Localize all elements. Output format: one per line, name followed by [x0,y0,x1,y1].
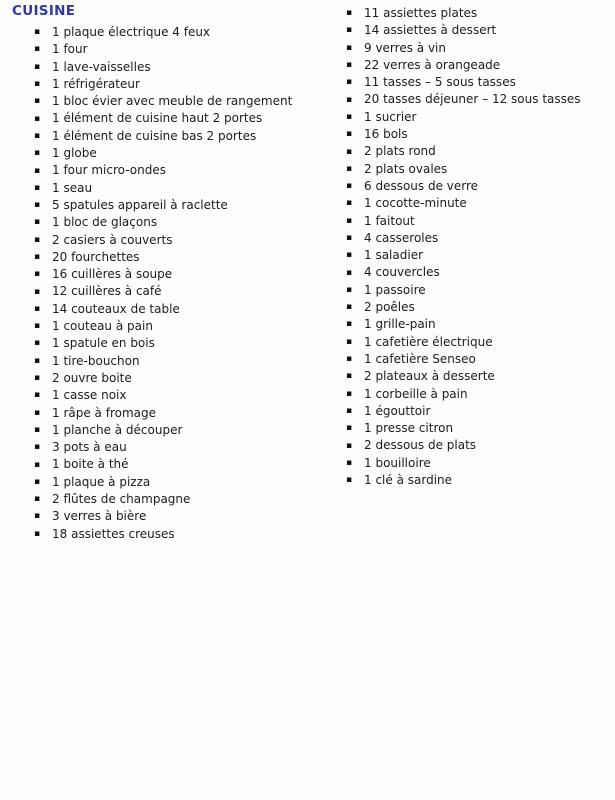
list-item-label: 1 sucrier [364,109,417,124]
list-item-label: 1 lave-vaisselles [52,59,151,74]
bullet-icon: ▪ [346,405,353,416]
list-item [346,472,581,489]
list-item-label: 1 grille-pain [364,317,436,332]
list-item-label: 1 plaque à pizza [52,474,151,489]
bullet-icon: ▪ [346,284,353,295]
list-item-label: 1 four [52,42,88,57]
list-item [346,230,581,247]
list-item-label: 4 couvercles [364,265,440,280]
list-item [346,5,581,22]
list-item-label: 2 dessous de plats [364,438,477,453]
list-item-label: 3 verres à bière [52,509,147,524]
list-item [34,180,292,197]
list-item [346,264,581,281]
list-item-label: 1 casse noix [52,388,127,403]
bullet-icon: ▪ [346,388,353,399]
list-item-label: 1 tire-bouchon [52,353,140,368]
list-item [346,213,581,230]
list-item [34,318,292,335]
bullet-icon: ▪ [34,269,41,280]
list-item-label: 1 presse citron [364,421,454,436]
bullet-icon: ▪ [34,373,41,384]
bullet-icon: ▪ [346,25,353,36]
list-item [346,282,581,299]
list-item-label: 2 poêles [364,300,415,315]
bullet-icon: ▪ [346,181,353,192]
list-item [34,128,292,145]
list-item [346,351,581,368]
bullet-icon: ▪ [346,94,353,105]
list-item [346,22,581,39]
list-item [34,266,292,283]
list-item [346,386,581,403]
list-item [346,178,581,195]
list-item [34,387,292,404]
bullet-icon: ▪ [346,423,353,434]
list-item-label: 1 élément de cuisine haut 2 portes [52,111,263,126]
bullet-icon: ▪ [346,233,353,243]
bullet-icon: ▪ [34,424,41,435]
bullet-icon: ▪ [34,130,41,141]
list-item [34,93,292,110]
list-item-label: 20 fourchettes [52,249,140,264]
bullet-icon: ▪ [34,217,41,228]
list-item [346,57,581,74]
list-item [34,508,292,525]
bullet-icon: ▪ [346,42,353,53]
bullet-icon: ▪ [34,321,41,332]
list-item-label: 2 casiers à couverts [52,232,173,247]
list-item [34,110,292,127]
bullet-icon: ▪ [346,319,353,330]
bullet-icon: ▪ [346,440,353,451]
list-item [34,422,292,439]
list-item-label: 1 clé à sardine [364,473,453,488]
list-item [34,76,292,93]
bullet-icon: ▪ [34,200,41,211]
list-item-label: 1 plaque électrique 4 feux [52,25,211,39]
list-item-label: 22 verres à orangeade [364,57,501,72]
list-item [346,74,581,91]
bullet-icon: ▪ [34,459,41,470]
bullet-icon: ▪ [34,61,41,72]
list-item [346,299,581,316]
bullet-icon: ▪ [346,215,353,226]
list-item-label: 2 plats ovales [364,161,448,176]
bullet-icon: ▪ [34,96,41,107]
bullet-icon: ▪ [34,407,41,418]
bullet-icon: ▪ [346,146,353,157]
list-item-label: 1 seau [52,180,93,195]
bullet-icon: ▪ [346,336,353,347]
list-item-label: 2 flûtes de champagne [52,492,191,507]
list-item [34,145,292,162]
list-item [346,91,581,108]
list-item [346,368,581,385]
list-item-label: 14 assiettes à dessert [364,23,497,38]
bullet-icon: ▪ [346,475,353,486]
bullet-icon: ▪ [346,163,353,174]
list-item-label: 1 spatule en bois [52,336,155,351]
list-item [346,420,581,437]
bullet-icon: ▪ [346,198,353,209]
bullet-icon: ▪ [34,494,41,505]
list-item [34,249,292,266]
bullet-icon: ▪ [346,111,353,122]
list-item-label: 11 assiettes plates [364,6,478,20]
list-item-label: 1 élément de cuisine bas 2 portes [52,128,257,143]
list-item-label: 16 bols [364,127,408,142]
list-item [346,247,581,264]
list-item [346,143,581,160]
list-item-label: 1 corbeille à pain [364,386,468,401]
bullet-icon: ▪ [34,113,41,124]
page-title: CUISINE [12,3,76,19]
inventory-list-right-column [346,5,581,489]
list-item-label: 5 spatules appareil à raclette [52,197,228,212]
list-item-label: 1 égouttoir [364,403,431,418]
list-item [34,439,292,456]
list-item-label: 3 pots à eau [52,440,127,455]
list-item-label: 4 casseroles [364,230,439,245]
list-item-label: 2 plateaux à desserte [364,369,495,384]
list-item [346,403,581,420]
bullet-icon: ▪ [34,252,41,262]
list-item [34,474,292,491]
list-item [346,334,581,351]
list-item-label: 12 cuillères à café [52,284,162,299]
list-item [34,232,292,249]
list-item-label: 14 couteaux de table [52,301,180,316]
list-item-label: 1 cafetière électrique [364,334,493,349]
list-item [346,126,581,143]
list-item [34,353,292,370]
list-item-label: 1 réfrigérateur [52,76,140,91]
list-item [34,59,292,76]
list-item [34,41,292,58]
bullet-icon: ▪ [34,79,41,90]
bullet-icon: ▪ [346,77,353,88]
bullet-icon: ▪ [34,303,41,314]
bullet-icon: ▪ [34,511,41,522]
list-item [34,526,292,543]
list-item-label: 1 râpe à fromage [52,405,156,420]
inventory-list-left-column [34,24,292,543]
list-item [34,405,292,422]
bullet-icon: ▪ [34,338,41,349]
list-item [346,195,581,212]
list-item-label: 1 planche à découper [52,422,183,437]
list-item-label: 1 saladier [364,248,424,263]
bullet-icon: ▪ [346,60,353,71]
bullet-icon: ▪ [346,267,353,278]
bullet-icon: ▪ [34,442,41,453]
bullet-icon: ▪ [34,182,41,193]
bullet-icon: ▪ [34,27,41,38]
list-item [34,456,292,473]
list-item [34,24,292,41]
bullet-icon: ▪ [34,286,41,297]
list-item-label: 1 cocotte-minute [364,196,467,211]
list-item-label: 1 bloc évier avec meuble de rangement [52,94,293,109]
list-item-label: 1 bouilloire [364,455,431,470]
list-item-label: 1 faitout [364,213,415,228]
bullet-icon: ▪ [34,44,41,55]
list-item-label: 1 bloc de glaçons [52,215,158,230]
list-item [346,40,581,57]
list-item-label: 18 assiettes creuses [52,526,175,541]
list-item [346,437,581,454]
bullet-icon: ▪ [34,148,41,159]
bullet-icon: ▪ [346,457,353,468]
list-item [346,316,581,333]
bullet-icon: ▪ [34,390,41,401]
list-item-label: 6 dessous de verre [364,178,479,193]
list-item-label: 2 plats rond [364,144,436,159]
bullet-icon: ▪ [34,165,41,176]
list-item [34,283,292,300]
list-item [34,301,292,318]
bullet-icon: ▪ [34,476,41,487]
bullet-icon: ▪ [346,8,353,19]
bullet-icon: ▪ [346,302,353,313]
list-item-label: 9 verres à vin [364,40,446,55]
bullet-icon: ▪ [34,528,41,539]
list-item-label: 1 four micro-ondes [52,163,166,178]
bullet-icon: ▪ [34,234,41,245]
list-item-label: 16 cuillères à soupe [52,267,173,282]
bullet-icon: ▪ [346,371,353,382]
bullet-icon: ▪ [34,355,41,366]
bullet-icon: ▪ [346,129,353,140]
list-item [346,109,581,126]
list-item-label: 1 cafetière Senseo [364,351,476,366]
bullet-icon: ▪ [346,250,353,261]
list-item-label: 20 tasses déjeuner – 12 sous tasses [364,92,581,107]
list-item-label: 1 couteau à pain [52,319,153,334]
list-item [34,370,292,387]
list-item [34,214,292,231]
list-item-label: 2 ouvre boite [52,370,132,385]
list-item [34,162,292,179]
list-item [346,161,581,178]
bullet-icon: ▪ [346,354,353,365]
list-item [346,455,581,472]
list-item-label: 11 tasses – 5 sous tasses [364,75,516,90]
list-item-label: 1 globe [52,146,97,161]
list-item [34,197,292,214]
list-item [34,335,292,352]
list-item [34,491,292,508]
list-item-label: 1 passoire [364,282,426,297]
list-item-label: 1 boite à thé [52,457,129,472]
